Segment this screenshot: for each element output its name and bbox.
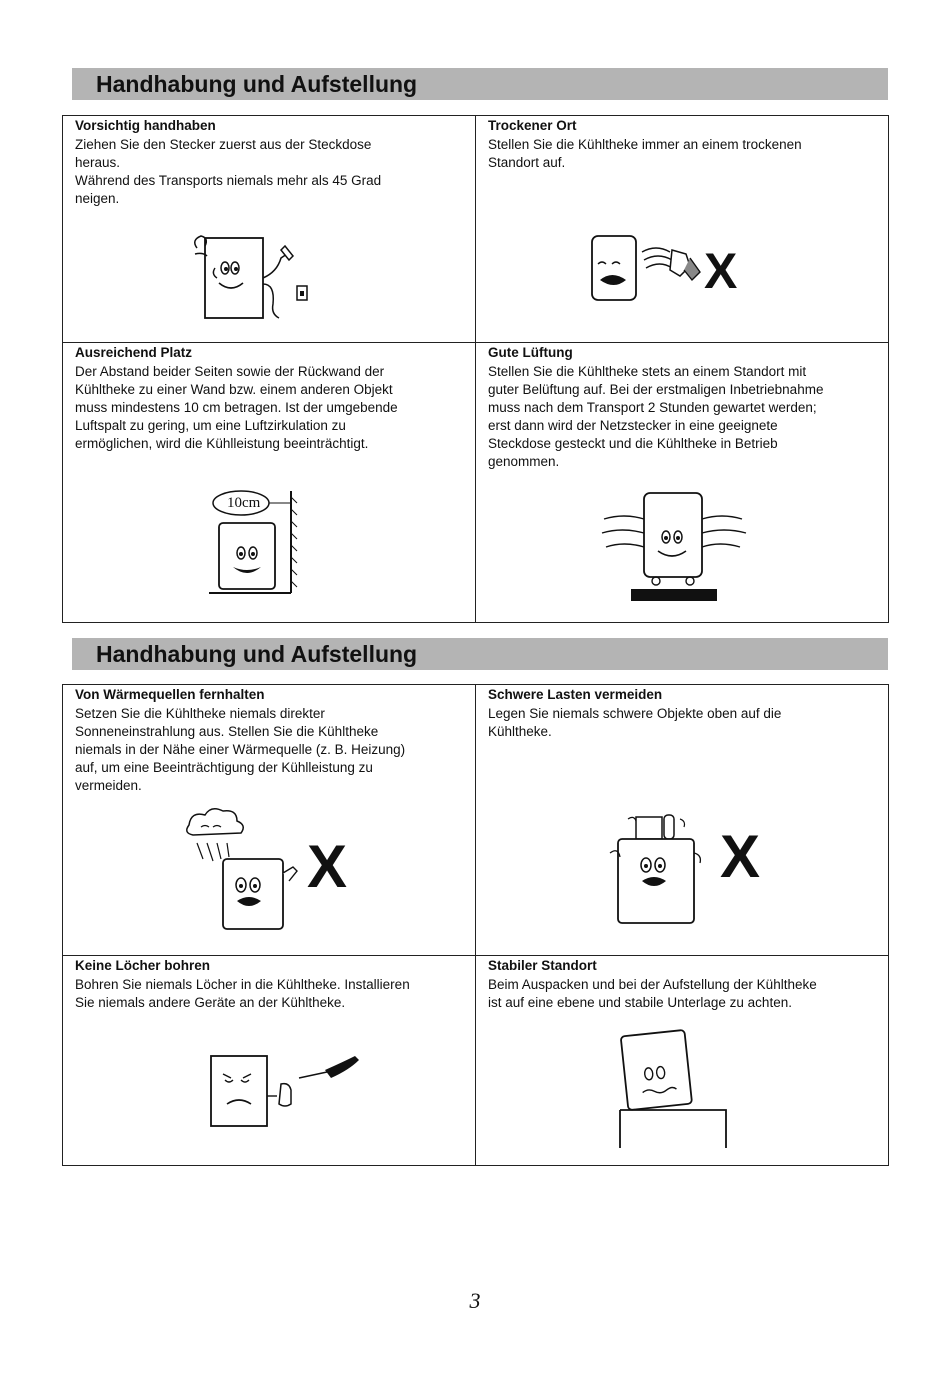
cell-title: Stabiler Standort bbox=[488, 958, 597, 973]
text-line: Während des Transports niemals mehr als 45 Grad bbox=[75, 173, 382, 188]
section-title: Handhabung und Aufstellung bbox=[96, 641, 418, 667]
text-line: Bohren Sie niemals Löcher in die Kühltheke. Installieren bbox=[75, 977, 410, 992]
text-line: Setzen Sie die Kühltheke niemals direkter bbox=[75, 706, 325, 721]
cell-trockener-ort bbox=[475, 115, 889, 343]
cell-text bbox=[75, 705, 467, 795]
cell-title: Trockener Ort bbox=[488, 118, 577, 133]
text-line: Der Abstand beider Seiten sowie der Rückwand der bbox=[75, 364, 385, 379]
cell-text bbox=[488, 705, 880, 741]
cell-text bbox=[488, 136, 880, 172]
cell-text bbox=[488, 976, 880, 1012]
section-header bbox=[72, 638, 888, 670]
text-line: vermeiden. bbox=[75, 778, 142, 793]
text-line: muss mindestens 10 cm betragen. Ist der umgebende bbox=[75, 400, 398, 415]
text-line: auf, um eine Beeinträchtigung der Kühlleistung zu bbox=[75, 760, 373, 775]
text-line: Beim Auspacken und bei der Aufstellung der Kühltheke bbox=[488, 977, 817, 992]
cell-title: Von Wärmequellen fernhalten bbox=[75, 687, 265, 702]
section-title: Handhabung und Aufstellung bbox=[96, 71, 418, 97]
cell-vorsichtig-handhaben bbox=[62, 115, 476, 343]
prohibited-x-mark: X bbox=[704, 243, 738, 299]
fridge-unplug-illustration bbox=[181, 228, 321, 324]
fridge-sun-illustration bbox=[183, 803, 313, 933]
text-line: Stellen Sie die Kühltheke stets an einem Standort mit bbox=[488, 364, 807, 379]
text-line: Kühltheke zu einer Wand bzw. einem anderen Objekt bbox=[75, 382, 393, 397]
section-header bbox=[72, 68, 888, 100]
text-line: guter Belüftung auf. Bei der erstmaligen Inbetriebnahme bbox=[488, 382, 824, 397]
text-line: Legen Sie niemals schwere Objekte oben auf die bbox=[488, 706, 782, 721]
text-line: Stellen Sie die Kühltheke immer an einem trockenen bbox=[488, 137, 802, 152]
text-line: niemals in der Nähe einer Wärmequelle (z. B. Heizung) bbox=[75, 742, 406, 757]
cell-gute-lueftung bbox=[475, 342, 889, 623]
text-line: Standort auf. bbox=[488, 155, 566, 170]
text-line: Luftspalt zu gering, um eine Luftzirkulation zu bbox=[75, 418, 346, 433]
fridge-unstable-illustration bbox=[616, 1026, 736, 1150]
cell-title: Keine Löcher bohren bbox=[75, 958, 211, 973]
text-line: muss nach dem Transport 2 Stunden gewartet werden; bbox=[488, 400, 817, 415]
fridge-drill-illustration bbox=[207, 1048, 367, 1130]
cell-keine-loecher-bohren bbox=[62, 955, 476, 1166]
page-number: 3 bbox=[469, 1288, 481, 1313]
text-line: heraus. bbox=[75, 155, 121, 170]
cell-title: Gute Lüftung bbox=[488, 345, 573, 360]
distance-label: 10cm bbox=[227, 495, 261, 511]
cell-ausreichend-platz bbox=[62, 342, 476, 623]
text-line: ist auf eine ebene und stabile Unterlage zu achten. bbox=[488, 995, 792, 1010]
cell-text bbox=[488, 363, 880, 471]
fridge-heavy-load-illustration bbox=[606, 813, 706, 927]
cell-schwere-lasten-vermeiden bbox=[475, 684, 889, 956]
cell-text bbox=[75, 363, 467, 453]
cell-stabiler-standort bbox=[475, 955, 889, 1166]
text-line: Sonneneinstrahlung aus. Stellen Sie die Kühltheke bbox=[75, 724, 379, 739]
prohibited-x-mark: X bbox=[307, 833, 348, 900]
cell-waermequellen-fernhalten bbox=[62, 684, 476, 956]
text-line: Kühltheke. bbox=[488, 724, 552, 739]
text-line: Steckdose gesteckt und die Kühltheke in Betrieb bbox=[488, 436, 778, 451]
cell-text bbox=[75, 976, 467, 1012]
cell-title: Ausreichend Platz bbox=[75, 345, 193, 360]
cell-title: Vorsichtig handhaben bbox=[75, 118, 216, 133]
cell-text bbox=[75, 136, 467, 208]
cell-title: Schwere Lasten vermeiden bbox=[488, 687, 663, 702]
text-line: Ziehen Sie den Stecker zuerst aus der Steckdose bbox=[75, 137, 372, 152]
text-line: genommen. bbox=[488, 454, 560, 469]
text-line: erst dann wird der Netzstecker in eine geeignete bbox=[488, 418, 778, 433]
prohibited-x-mark: X bbox=[720, 823, 761, 890]
text-line: neigen. bbox=[75, 191, 120, 206]
text-line: ermöglichen, wird die Kühlleistung beeinträchtigt. bbox=[75, 436, 369, 451]
fridge-ventilation-illustration bbox=[600, 483, 750, 603]
text-line: Sie niemals andere Geräte an der Kühltheke. bbox=[75, 995, 346, 1010]
